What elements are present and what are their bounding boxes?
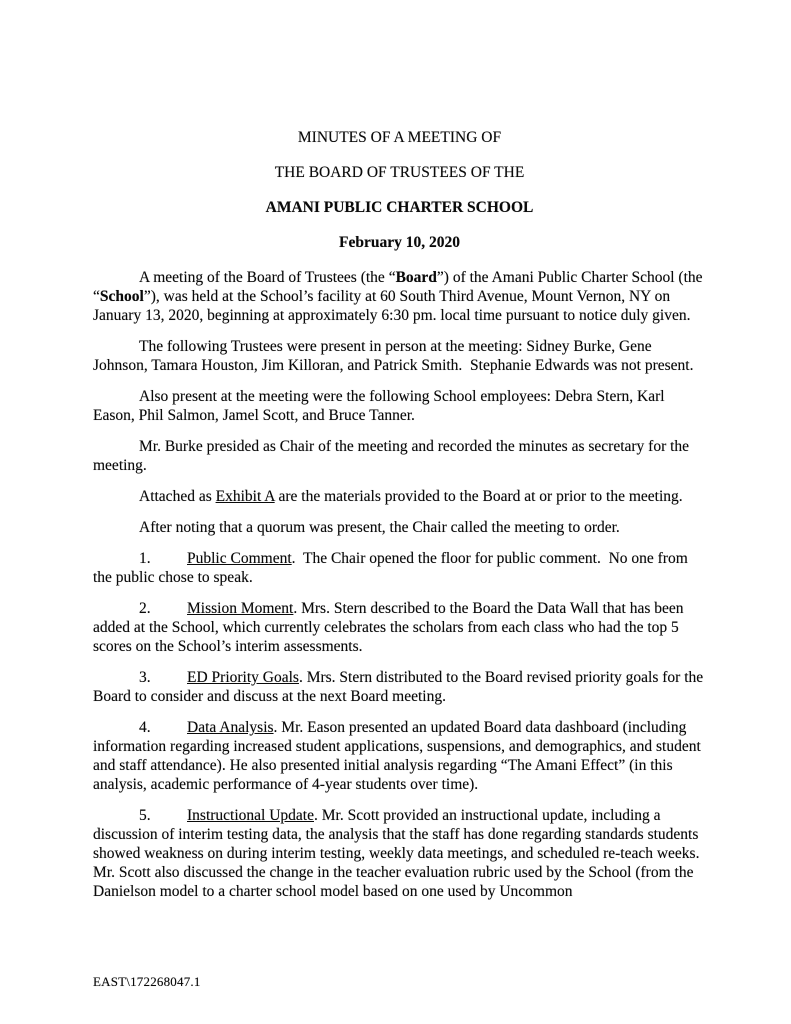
item-number: 5. [139, 807, 151, 824]
item-text: . Mrs. Stern distributed to the Board revised priority goals for the Board to consider and discuss at the next Board meeting. [93, 669, 708, 705]
opening-paragraph [93, 268, 706, 325]
text-run: are the materials provided to the Board at or prior to the meeting. [274, 488, 683, 505]
title-line: February 10, 2020 [339, 234, 460, 251]
title-line: MINUTES OF A MEETING OF [297, 129, 502, 146]
text-run: A meeting of the Board of Trustees (the “ [139, 269, 396, 286]
document-content [93, 128, 706, 913]
chair-paragraph [93, 437, 706, 475]
title-block [93, 128, 706, 252]
item-text: . Mr. Scott provided an instructional update, including a discussion of interim testing data, the analysis that the staff has done regarding standards students showed weakness on during interim testing, weekly data meetings, and scheduled re-teach weeks. Mr. Scott also discussed the change in the teacher evaluation rubric used by the School (from the Danielson model to a charter school model based on one used by Uncommon [93, 807, 704, 900]
text-run: Attached as [139, 488, 216, 505]
numbered-item [93, 549, 706, 587]
numbered-item [93, 718, 706, 794]
quorum-paragraph [93, 518, 706, 537]
title-line: AMANI PUBLIC CHARTER SCHOOL [265, 199, 534, 216]
bold-text: Board [395, 269, 437, 286]
trustees-present-paragraph [93, 337, 706, 375]
item-heading: Public Comment [187, 550, 292, 567]
item-text: . Mrs. Stern described to the Board the Data Wall that has been added at the School, which currently celebrates the scholars from each class who had the top 5 scores on the School’s interim assessments. [93, 600, 688, 655]
text-run: Also present at the meeting were the following School employees: Debra Stern, Karl Eason, Phil Salmon, Jamel Scott, and Bruce Tanner. [93, 388, 669, 424]
underlined-text: Exhibit A [215, 488, 275, 505]
item-number: 1. [139, 550, 151, 567]
title-line: THE BOARD OF TRUSTEES OF THE [274, 164, 525, 181]
text-run: Mr. Burke presided as Chair of the meeting and recorded the minutes as secretary for the meeting. [93, 438, 693, 474]
item-number: 4. [139, 719, 151, 736]
numbered-item [93, 668, 706, 706]
item-number: 2. [139, 600, 151, 617]
text-run: ”), was held at the School’s facility at 60 South Third Avenue, Mount Vernon, NY on January 13, 2020, beginning at approximately 6:30 pm. local time pursuant to notice duly given. [93, 288, 691, 324]
text-run: The following Trustees were present in person at the meeting: Sidney Burke, Gene Johnson, Tamara Houston, Jim Killoran, and Patrick Smith. Stephanie Edwards was not present. [93, 338, 694, 374]
item-heading: Data Analysis [187, 719, 274, 736]
item-text: . Mr. Eason presented an updated Board data dashboard (including information regarding increased student applications, suspensions, and demographics, and student and staff attendance). He also presented initial analysis regarding “The Amani Effect” (in this analysis, academic performance of 4-year students over time). [93, 719, 705, 793]
text-run: ”) of the Amani Public Charter School (the “ [93, 269, 707, 305]
exhibit-paragraph [93, 487, 706, 506]
numbered-item [93, 806, 706, 901]
text-run: After noting that a quorum was present, the Chair called the meeting to order. [139, 519, 620, 536]
item-heading: Instructional Update [187, 807, 314, 824]
body-block [93, 268, 706, 901]
footer-doc-id: EAST\172268047.1 [93, 974, 201, 989]
bold-text: School [99, 288, 144, 305]
item-heading: Mission Moment [187, 600, 294, 617]
item-text: . The Chair opened the floor for public comment. No one from the public chose to speak. [93, 550, 692, 586]
employees-present-paragraph [93, 387, 706, 425]
numbered-item [93, 599, 706, 656]
item-heading: ED Priority Goals [187, 669, 299, 686]
item-number: 3. [139, 669, 151, 686]
